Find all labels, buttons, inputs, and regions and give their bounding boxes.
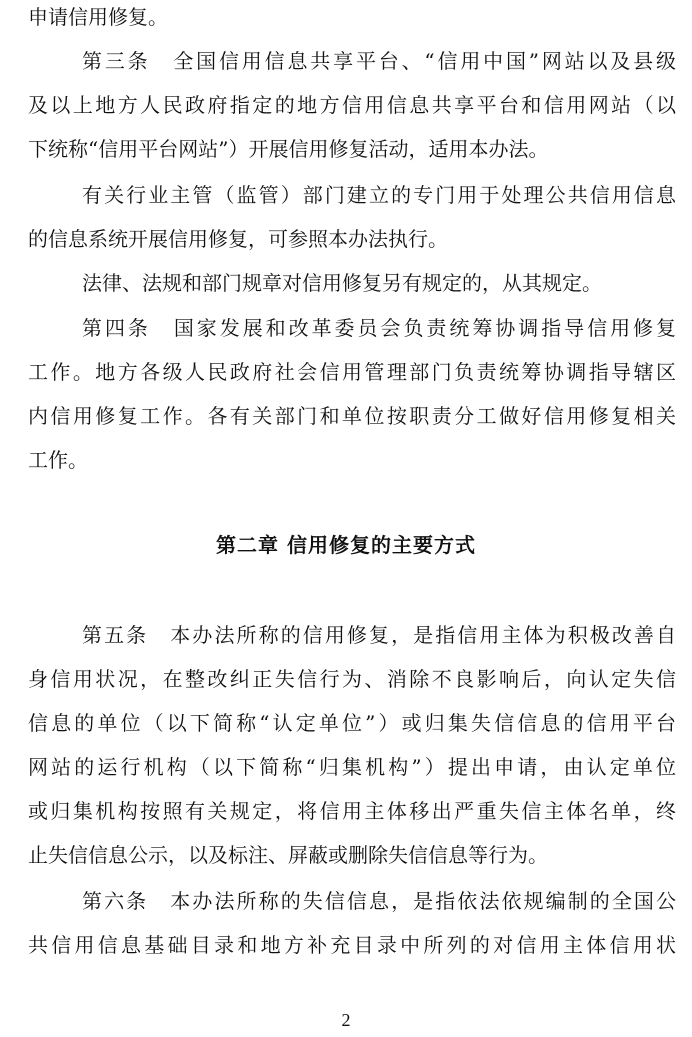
- page-number: 2: [341, 1010, 351, 1030]
- text-line: 第三条 全国信用信息共享平台、“信用中国”网站以及县级: [82, 49, 676, 73]
- text-line: 第六条 本办法所称的失信信息，是指依法依规编制的全国公: [82, 889, 676, 913]
- text-line: 或归集机构按照有关规定，将信用主体移出严重失信主体名单，终: [28, 799, 676, 823]
- text-line: 申请信用修复。: [28, 5, 168, 29]
- text-line: 共信用信息基础目录和地方补充目录中所列的对信用主体信用状: [28, 933, 676, 957]
- chapter-heading: 第二章 信用修复的主要方式: [216, 533, 476, 557]
- text-line: 内信用修复工作。各有关部门和单位按职责分工做好信用修复相关: [28, 404, 676, 428]
- text-line: 法律、法规和部门规章对信用修复另有规定的，从其规定。: [82, 271, 602, 295]
- text-line: 第四条 国家发展和改革委员会负责统筹协调指导信用修复: [82, 316, 676, 340]
- text-line: 信息的单位（以下简称“认定单位”）或归集失信信息的信用平台: [28, 711, 676, 735]
- text-line: 第五条 本办法所称的信用修复，是指信用主体为积极改善自: [82, 623, 676, 647]
- text-line: 及以上地方人民政府指定的地方信用信息共享平台和信用网站（以: [28, 93, 676, 117]
- text-line: 网站的运行机构（以下简称“归集机构”）提出申请，由认定单位: [28, 755, 676, 779]
- text-line: 有关行业主管（监管）部门建立的专门用于处理公共信用信息: [82, 183, 676, 207]
- text-line: 下统称“信用平台网站”）开展信用修复活动，适用本办法。: [28, 137, 549, 161]
- text-line: 的信息系统开展信用修复，可参照本办法执行。: [28, 227, 448, 251]
- text-line: 工作。地方各级人民政府社会信用管理部门负责统筹协调指导辖区: [28, 360, 676, 384]
- text-line: 工作。: [28, 448, 88, 472]
- text-line: 身信用状况，在整改纠正失信行为、消除不良影响后，向认定失信: [28, 667, 676, 691]
- text-line: 止失信信息公示，以及标注、屏蔽或删除失信信息等行为。: [28, 843, 548, 867]
